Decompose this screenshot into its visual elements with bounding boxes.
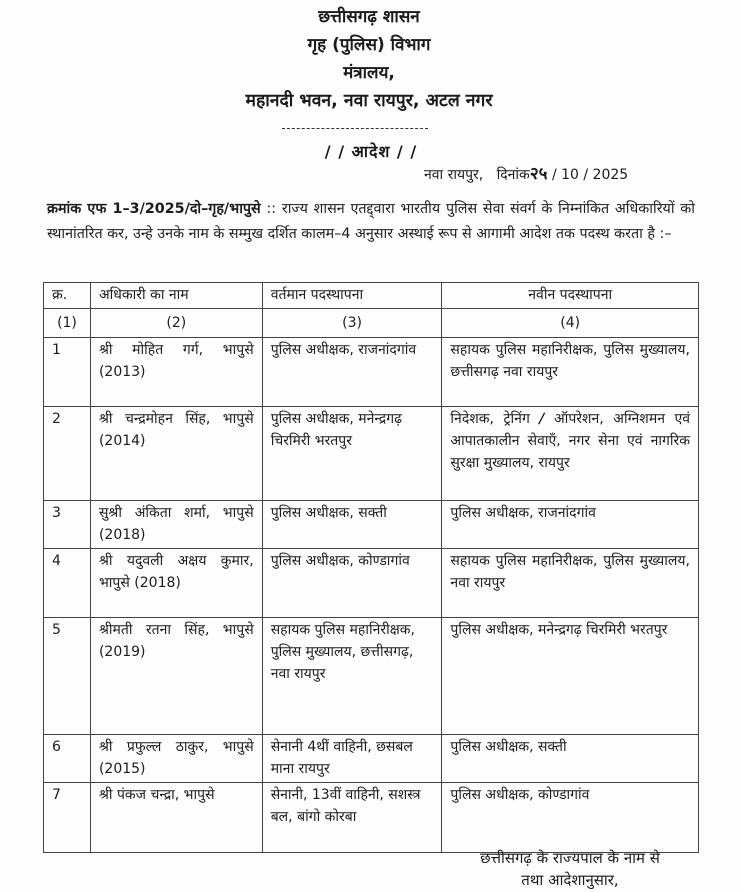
current-posting: पुलिस अधीक्षक, सक्ती: [262, 501, 442, 549]
column-number: (1): [44, 309, 91, 338]
handwritten-slash: /: [537, 411, 547, 427]
header-new-posting: नवीन पदस्थापना: [442, 283, 699, 309]
current-posting: सहायक पुलिस महानिरीक्षक, पुलिस मुख्यालय, छत्तीसगढ़, नवा रायपुर: [262, 618, 442, 735]
new-posting: सहायक पुलिस महानिरीक्षक, पुलिस मुख्यालय, छत्तीसगढ़ नवा रायपुर: [442, 338, 699, 407]
serial-number: 3: [44, 501, 91, 549]
table-row: [44, 618, 699, 735]
officer-name: श्री प्रफुल्ल ठाकुर, भापुसे (2015): [90, 735, 262, 783]
header-ministry: मंत्रालय,: [343, 63, 395, 83]
officer-name: श्री यदुवली अक्षय कुमार, भापुसे (2018): [90, 549, 262, 618]
column-number: (3): [262, 309, 442, 338]
new-posting: सहायक पुलिस महानिरीक्षक, पुलिस मुख्यालय, नवा रायपुर: [442, 549, 699, 618]
header-officer-name: अधिकारी का नाम: [90, 283, 262, 309]
date-label: दिनांक: [496, 167, 530, 183]
new-posting: पुलिस अधीक्षक, मनेन्द्रगढ़ चिरमिरी भरतपुर: [442, 618, 699, 735]
current-posting: पुलिस अधीक्षक, मनेन्द्रगढ़ चिरमिरी भरतपुर: [262, 407, 442, 501]
officer-name: श्री पंकज चन्द्रा, भापुसे: [90, 783, 262, 853]
serial-number: 6: [44, 735, 91, 783]
table-header-row: [44, 283, 699, 309]
new-posting: [442, 407, 699, 501]
signature-line-1: छत्तीसगढ़ के राज्यपाल के नाम से: [480, 849, 660, 867]
order-body-text: राज्य शासन एतद्द्वारा भारतीय पुलिस सेवा संवर्ग के निम्नांकित अधिकारियों को स्थानांतरित कर, उन्हे उनके नाम के सम्मुख दर्शित कालम–4 अनुसार अस्थाई रूप से आगामी आदेश तक पदस्थ करता है :–: [47, 201, 695, 242]
officer-name: श्रीमती रतना सिंह, भापुसे (2019): [90, 618, 262, 735]
header-department: गृह (पुलिस) विभाग: [307, 35, 431, 55]
table-row: [44, 338, 699, 407]
current-posting: पुलिस अधीक्षक, राजनांदगांव: [262, 338, 442, 407]
column-number-row: [44, 309, 699, 338]
serial-number: 1: [44, 338, 91, 407]
table-row: [44, 501, 699, 549]
table-row: [44, 735, 699, 783]
order-reference-number: क्रमांक एफ 1–3/2025/दो–गृह/भापुसे: [47, 201, 261, 217]
new-posting-part2: ऑपरेशन, अग्निशमन एवं आपातकालीन सेवाऍं, नगर सेना एवं नागरिक सुरक्षा मुख्यालय, रायपुर: [450, 411, 691, 471]
header-current-posting: वर्तमान पदस्थापना: [262, 283, 442, 309]
signature-line-2: तथा आदेशानुसार,: [521, 871, 619, 889]
officer-name: श्री मोहित गर्ग, भापुसे (2013): [90, 338, 262, 407]
current-posting: सेनानी, 13वीं वाहिनी, सशस्त्र बल, बांगो कोरबा: [262, 783, 442, 853]
column-number: (4): [442, 309, 699, 338]
header-divider: [282, 128, 428, 129]
new-posting: पुलिस अधीक्षक, राजनांदगांव: [442, 501, 699, 549]
order-body: [47, 197, 695, 247]
serial-number: 2: [44, 407, 91, 501]
current-posting: सेनानी 4थीं वाहिनी, छसबल माना रायपुर: [262, 735, 442, 783]
officer-name: सुश्री अंकिता शर्मा, भापुसे (2018): [90, 501, 262, 549]
header-address: महानदी भवन, नवा रायपुर, अटल नगर: [245, 91, 493, 111]
new-posting-part1: निदेशक, ट्रेनिंग: [450, 411, 530, 427]
reference-separator: ::: [260, 201, 282, 217]
place-date: [424, 164, 628, 185]
table-row: [44, 549, 699, 618]
new-posting: पुलिस अधीक्षक, कोण्डागांव: [442, 783, 699, 853]
header-government: छत्तीसगढ़ शासन: [318, 7, 420, 27]
serial-number: 5: [44, 618, 91, 735]
date-month-year: / 10 / 2025: [551, 167, 629, 183]
current-posting: पुलिस अधीक्षक, कोण्डागांव: [262, 549, 442, 618]
column-number: (2): [90, 309, 262, 338]
new-posting: पुलिस अधीक्षक, सक्ती: [442, 735, 699, 783]
date-day-handwritten: २५: [529, 164, 548, 184]
officer-name: श्री चन्द्रमोहन सिंह, भापुसे (2014): [90, 407, 262, 501]
order-place: नवा रायपुर,: [424, 167, 484, 183]
header-serial: क्र.: [44, 283, 91, 309]
transfer-table: [43, 282, 699, 853]
table-row: [44, 783, 699, 853]
table-row: [44, 407, 699, 501]
order-title: / / आदेश / /: [324, 142, 418, 161]
serial-number: 7: [44, 783, 91, 853]
serial-number: 4: [44, 549, 91, 618]
